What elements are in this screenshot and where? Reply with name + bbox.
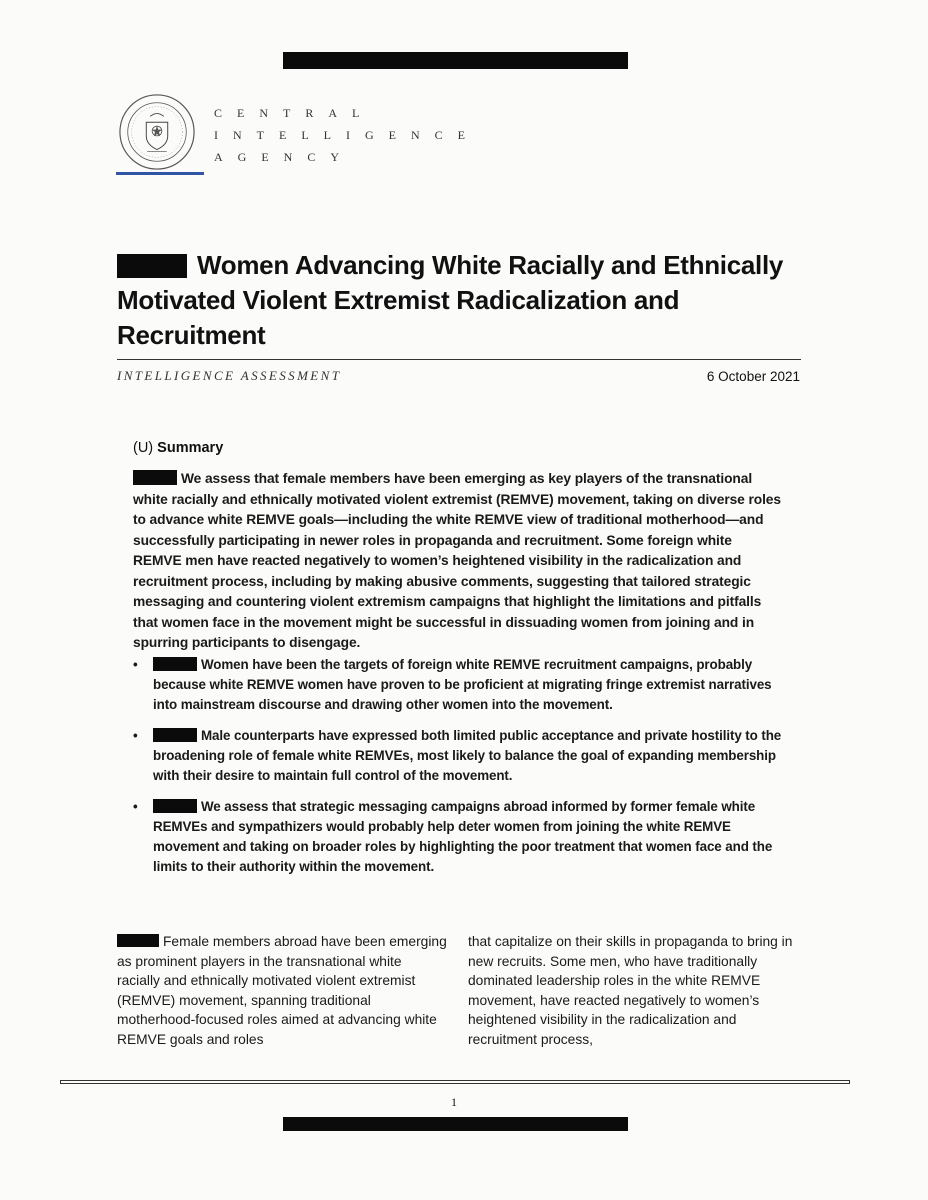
- cia-seal-icon: [118, 93, 196, 171]
- body-column-left: [117, 932, 447, 1049]
- bullet-icon: •: [133, 657, 138, 672]
- paragraph-redaction: [133, 470, 177, 485]
- agency-line-2: INTELLIGENCE: [214, 128, 480, 142]
- page-number: 1: [451, 1095, 457, 1109]
- summary-bullet: [133, 797, 793, 877]
- bullet-redaction: [153, 657, 197, 671]
- body-left-text: Female members abroad have been emerging as prominent players in the transnational white racially and ethnically motivated violent extremist (REMVE) movement, spanning traditional motherhood-focused roles aimed at advancing white REMVE goals and roles: [117, 934, 447, 1047]
- title-rule: [117, 359, 801, 360]
- summary-text: We assess that female members have been emerging as key players of the transnational white racially and ethnically motivated violent extremist (REMVE) movement, taking on diverse roles to advance white REMVE goals—including the white REMVE view of traditional motherhood—and successfully participating in newer roles in propaganda and recruitment. Some foreign white REMVE men have reacted negatively to women’s heightened visibility in the radicalization and recruitment process, including by making abusive comments, suggesting that tailored strategic messaging and countering violent extremism campaigns that highlight the limitations and pitfalls that women face in the movement might be successful in dissuading women from joining and in spurring participants to disengage.: [133, 471, 781, 650]
- bullet-icon: •: [133, 799, 138, 814]
- bullet-redaction: [153, 799, 197, 813]
- document-title: Women Advancing White Racially and Ethnically Motivated Violent Extremist Radicalization and Recruitment: [117, 250, 784, 350]
- summary-bullet: [133, 726, 793, 786]
- document-type: INTELLIGENCE ASSESSMENT: [117, 368, 342, 383]
- bullet-text: Women have been the targets of foreign white REMVE recruitment campaigns, probably because white REMVE women have proven to be proficient at migrating fringe extremist narratives into mainstream discourse and drawing other women into the movement.: [153, 657, 772, 712]
- bullet-text: Male counterparts have expressed both limited public acceptance and private hostility to the broadening role of female white REMVEs, most likely to balance the goal of expanding membership with their desire to maintain full control of the movement.: [153, 728, 782, 783]
- top-redaction-bar: [283, 52, 628, 69]
- body-column-right: [468, 932, 798, 1049]
- summary-heading-text: Summary: [157, 440, 224, 456]
- summary-heading: [133, 440, 223, 456]
- agency-wordmark: [214, 102, 480, 168]
- agency-line-3: AGENCY: [214, 150, 354, 164]
- title-redaction: [117, 254, 187, 278]
- document-date: 6 October 2021: [706, 369, 800, 384]
- summary-classification: (U): [133, 440, 154, 456]
- footer-rule: [60, 1080, 850, 1084]
- body-redaction: [117, 934, 159, 947]
- bullet-icon: •: [133, 728, 138, 743]
- bullet-redaction: [153, 728, 197, 742]
- document-title-block: [117, 248, 817, 353]
- summary-paragraph: [133, 469, 783, 654]
- agency-line-1: CENTRAL: [214, 106, 375, 120]
- letterhead-accent-rule: [116, 172, 204, 175]
- bottom-redaction-bar: [283, 1117, 628, 1131]
- summary-bullets: [133, 655, 793, 888]
- bullet-text: We assess that strategic messaging campaigns abroad informed by former female white REMVEs and sympathizers would probably help deter women from joining the white REMVE movement and taking on broader roles by highlighting the poor treatment that women face and the limits to their authority within the movement.: [153, 799, 773, 874]
- summary-bullet: [133, 655, 793, 715]
- body-right-text: that capitalize on their skills in propaganda to bring in new recruits. Some men, who have traditionally dominated leadership roles in the white REMVE movement, have reacted negatively to women’s heightened visibility in the radicalization and recruitment process,: [468, 934, 793, 1047]
